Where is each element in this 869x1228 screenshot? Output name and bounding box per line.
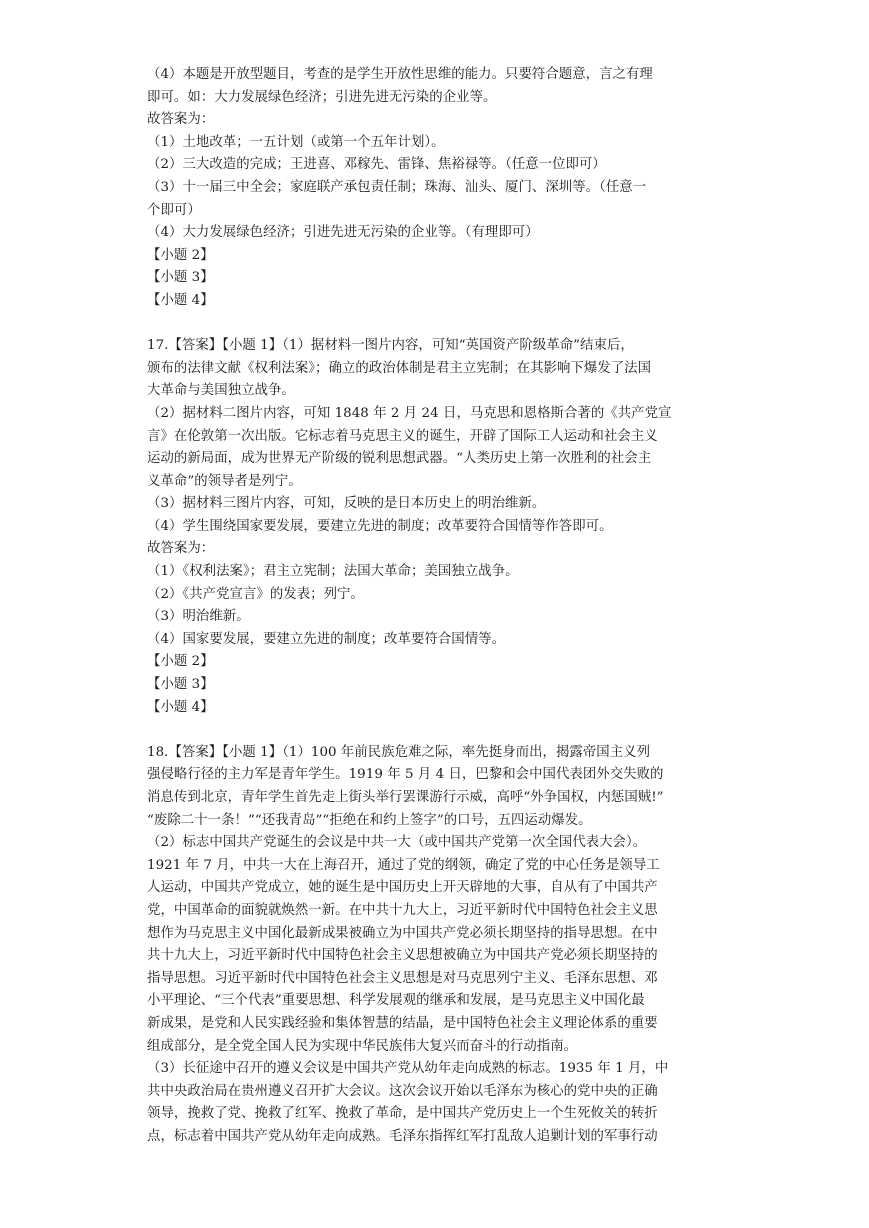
text-line: （2）三大改造的完成；王进喜、邓稼先、雷锋、焦裕禄等。（任意一位即可） — [147, 157, 606, 173]
text-line: 点，标志着中国共产党从幼年走向成熟。毛泽东指挥红军打乱敌人追剿计划的军事行动 — [147, 1128, 658, 1144]
document-page — [147, 64, 727, 1149]
text-line: （4）国家要发展，要建立先进的制度；改革要符合国情等。 — [147, 631, 506, 647]
text-line: 强侵略行径的主力军是青年学生。1919 年 5 月 4 日，巴黎和会中国代表团外交失败的 — [147, 767, 664, 783]
text-line: （3）长征途中召开的遵义会议是中国共产党从幼年走向成熟的标志。1935 年 1 月，中 — [147, 1061, 669, 1077]
text-line: 【小题 4】 — [147, 292, 214, 308]
text-line: （2）《共产党宣言》的发表；列宁。 — [147, 586, 364, 602]
text-line: 【小题 4】 — [147, 699, 214, 715]
text-line: 即可。如：大力发展绿色经济；引进先进无污染的企业等。 — [147, 89, 497, 105]
text-line: 颁布的法律文献《权利法案》；确立的政治体制是君主立宪制；在其影响下爆发了法国 — [147, 360, 652, 376]
text-line: 【小题 3】 — [147, 677, 214, 693]
text-line: 17.【答案】【小题 1】（1）据材料一图片内容，可知“英国资产阶级革命”结束后， — [147, 338, 634, 354]
text-line: 党，中国革命的面貌就焕然一新。在中共十九大上，习近平新时代中国特色社会主义思 — [147, 902, 658, 918]
text-line: 义革命”的领导者是列宁。 — [147, 473, 302, 489]
text-line: （2）据材料二图片内容，可知 1848 年 2 月 24 日，马克思和恩格斯合著的《共产党宣 — [147, 405, 672, 421]
text-line: 领导，挽救了党、挽救了红军、挽救了革命，是中国共产党历史上一个生死攸关的转折 — [147, 1106, 658, 1122]
text-line: 人运动，中国共产党成立，她的诞生是中国历史上开天辟地的大事，自从有了中国共产 — [147, 880, 658, 896]
text-line: 言》在伦敦第一次出版。它标志着马克思主义的诞生，开辟了国际工人运动和社会主义 — [147, 428, 658, 444]
text-line: 运动的新局面，成为世界无产阶级的锐利思想武器。“人类历史上第一次胜利的社会主 — [147, 451, 652, 467]
text-line: 指导思想。习近平新时代中国特色社会主义思想是对马克思列宁主义、毛泽东思想、邓 — [147, 970, 658, 986]
text-line: （3）据材料三图片内容，可知，反映的是日本历史上的明治维新。 — [147, 496, 546, 512]
text-line: 消息传到北京，青年学生首先走上街头举行罢课游行示威，高呼“外争国权，内惩国贼!” — [147, 790, 664, 805]
text-line: （1）土地改革；一五计划（或第一个五年计划）。 — [147, 134, 445, 150]
text-line: （3）十一届三中全会；家庭联产承包责任制；珠海、汕头、厦门、深圳等。（任意一 — [147, 179, 647, 195]
paragraph-spacer — [147, 313, 727, 336]
text-line: 共中央政治局在贵州遵义召开扩大会议。这次会议开始以毛泽东为核心的党中央的正确 — [147, 1083, 658, 1099]
paragraph-spacer — [147, 719, 727, 742]
text-line: 大革命与美国独立战争。 — [147, 383, 295, 399]
text-line: 想作为马克思主义中国化最新成果被确立为中国共产党必须长期坚持的指导思想。在中 — [147, 925, 658, 941]
text-line: （1）《权利法案》；君主立宪制；法国大革命；美国独立战争。 — [147, 564, 519, 580]
text-line: （4）学生围绕国家要发展，要建立先进的制度；改革要符合国情等作答即可。 — [147, 518, 613, 534]
text-line: 【小题 2】 — [147, 247, 214, 263]
text-line: 故答案为： — [147, 112, 215, 128]
text-line: 18.【答案】【小题 1】（1）100 年前民族危难之际，率先挺身而出，揭露帝国主义列 — [147, 744, 651, 760]
text-line: 新成果，是党和人民实践经验和集体智慧的结晶，是中国特色社会主义理论体系的重要 — [147, 1015, 658, 1031]
text-line: 【小题 3】 — [147, 270, 214, 286]
text-line: 个即可） — [147, 202, 201, 218]
text-line: 【小题 2】 — [147, 654, 214, 670]
text-line: （3）明治维新。 — [147, 609, 250, 625]
text-line: （2）标志中国共产党诞生的会议是中共一大（或中国共产党第一次全国代表大会）。 — [147, 835, 647, 851]
text-line: 小平理论、“三个代表”重要思想、科学发展观的继承和发展，是马克思主义中国化最 — [147, 993, 645, 1009]
text-line: 组成部分，是全党全国人民为实现中华民族伟大复兴而奋斗的行动指南。 — [147, 1038, 578, 1054]
text-line: “废除二十一条！”“还我青岛”“拒绝在和约上签字”的口号，五四运动爆发。 — [147, 812, 592, 828]
text-line: 故答案为： — [147, 541, 215, 557]
text-line: （4）大力发展绿色经济；引进先进无污染的企业等。（有理即可） — [147, 225, 539, 241]
text-line: 1921 年 7 月，中共一大在上海召开，通过了党的纲领，确定了党的中心任务是领导工 — [147, 857, 660, 873]
text-line: 共十九大上，习近平新时代中国特色社会主义思想被确立为中国共产党必须长期坚持的 — [147, 948, 658, 964]
text-line: （4）本题是开放型题目，考查的是学生开放性思维的能力。只要符合题意，言之有理 — [147, 67, 653, 82]
